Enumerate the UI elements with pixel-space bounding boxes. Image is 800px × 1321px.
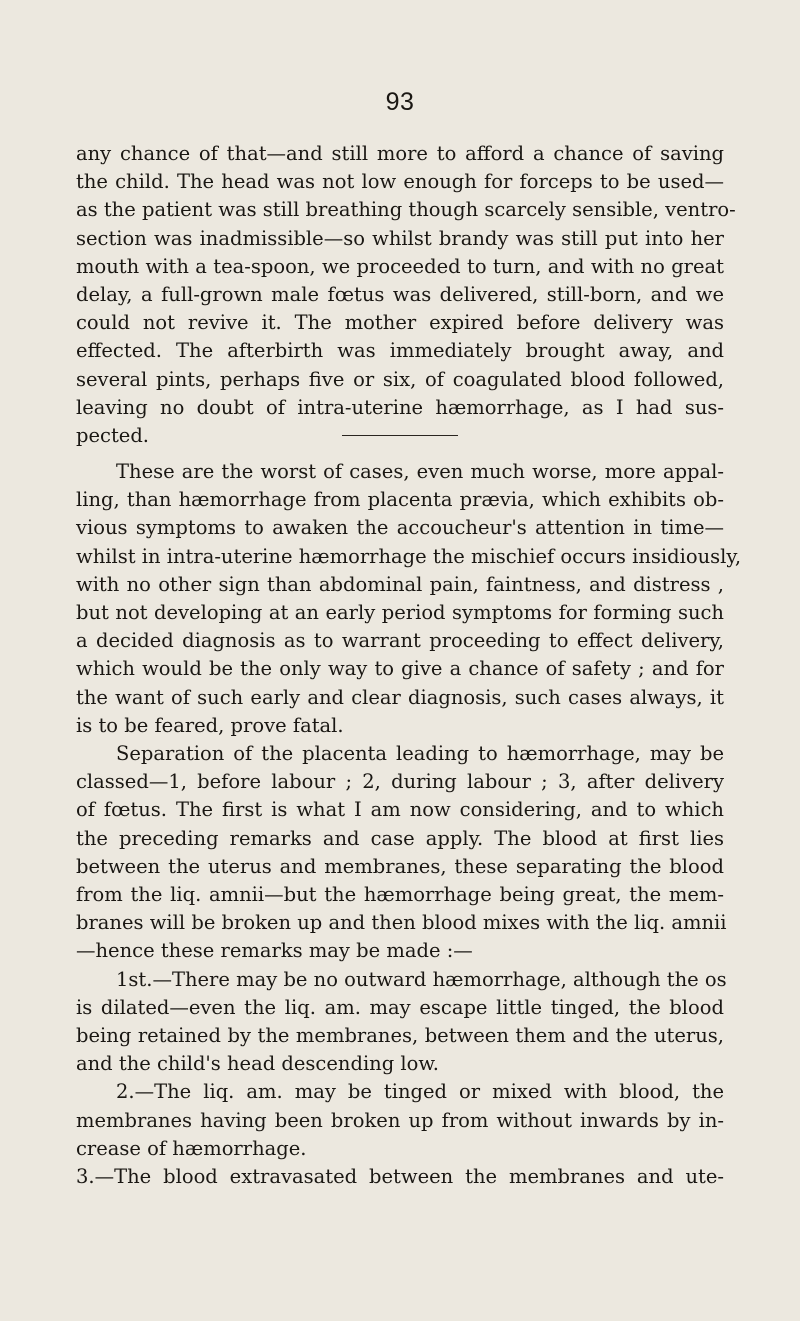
- text-line: which would be the only way to give a chance of safety ; and for: [76, 657, 724, 681]
- text-line: the preceding remarks and case apply. The blood at first lies: [76, 826, 724, 850]
- text-line: of fœtus. The first is what I am now considering, and to which: [76, 798, 724, 822]
- page-number: 93: [385, 88, 415, 116]
- text-line: as the patient was still breathing though scarcely sensible, ventro-: [76, 198, 736, 222]
- text-line: 3.—The blood extravasated between the membranes and ute-: [76, 1165, 724, 1188]
- section-divider-rule: [342, 435, 458, 436]
- text-line: pected.: [76, 424, 150, 447]
- text-line: with no other sign than abdominal pain, faintness, and distress ,: [76, 572, 724, 596]
- text-line: ling, than hæmorrhage from placenta prævia, which exhibits ob-: [76, 488, 724, 512]
- text-line: the want of such early and clear diagnosis, such cases always, it: [76, 685, 724, 709]
- text-line: classed—1, before labour ; 2, during labour ; 3, after delivery: [76, 770, 724, 794]
- text-line: mouth with a tea-spoon, we proceeded to turn, and with no great: [76, 254, 724, 278]
- text-line: effected. The afterbirth was immediately brought away, and: [76, 339, 724, 363]
- text-line: vious symptoms to awaken the accoucheur's attention in time—: [76, 516, 724, 540]
- text-line: branes will be broken up and then blood mixes with the liq. amnii: [76, 911, 727, 935]
- text-line: section was inadmissible—so whilst brandy was still put into her: [76, 226, 724, 250]
- text-line: whilst in intra-uterine hæmorrhage the mischief occurs insidiously,: [76, 544, 742, 568]
- text-line: is to be feared, prove fatal.: [76, 713, 344, 737]
- text-line: These are the worst of cases, even much worse, more appal-: [116, 460, 724, 483]
- text-line: 1st.—There may be no outward hæmorrhage, although the os: [116, 967, 727, 991]
- text-line: several pints, perhaps five or six, of coagulated blood followed,: [76, 367, 724, 391]
- text-line: could not revive it. The mother expired before delivery was: [76, 311, 724, 335]
- text-line: crease of hæmorrhage.: [76, 1136, 307, 1160]
- text-line: from the liq. amnii—but the hæmorrhage being great, the mem-: [76, 883, 724, 906]
- text-line: any chance of that—and still more to afford a chance of saving: [76, 142, 724, 165]
- text-line: between the uterus and membranes, these separating the blood: [76, 854, 724, 878]
- text-line: leaving no doubt of intra-uterine hæmorrhage, as I had sus-: [76, 395, 724, 419]
- text-line: is dilated—even the liq. am. may escape little tinged, the blood: [76, 995, 724, 1019]
- text-line: being retained by the membranes, between them and the uterus,: [76, 1024, 724, 1047]
- text-line: membranes having been broken up from without inwards by in-: [76, 1108, 724, 1132]
- text-line: delay, a full-grown male fœtus was delivered, still-born, and we: [76, 283, 724, 306]
- text-line: a decided diagnosis as to warrant proceeding to effect delivery,: [76, 629, 724, 653]
- text-line: and the child's head descending low.: [76, 1052, 439, 1076]
- text-line: 2.—The liq. am. may be tinged or mixed with blood, the: [116, 1080, 724, 1104]
- text-line: Separation of the placenta leading to hæmorrhage, may be: [116, 742, 724, 765]
- text-line: —hence these remarks may be made :—: [76, 939, 473, 963]
- text-line: but not developing at an early period symptoms for forming such: [76, 601, 724, 624]
- text-line: the child. The head was not low enough for forceps to be used—: [76, 170, 724, 194]
